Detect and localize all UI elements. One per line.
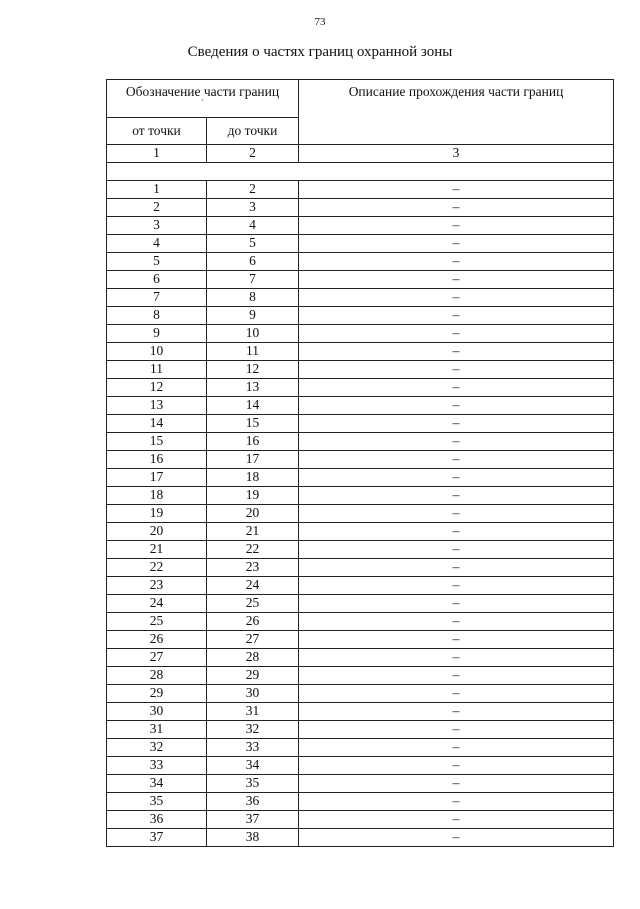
from-point-cell: 36 (107, 811, 207, 829)
from-point-cell: 16 (107, 451, 207, 469)
description-cell: – (299, 703, 614, 721)
description-cell: – (299, 433, 614, 451)
description-cell: – (299, 199, 614, 217)
to-point-cell: 30 (207, 685, 299, 703)
to-point-cell: 7 (207, 271, 299, 289)
from-point-cell: 31 (107, 721, 207, 739)
to-point-cell: 32 (207, 721, 299, 739)
from-point-cell: 9 (107, 325, 207, 343)
table-row (107, 595, 614, 613)
description-cell: – (299, 757, 614, 775)
table-row (107, 757, 614, 775)
to-point-cell: 12 (207, 361, 299, 379)
description-cell: – (299, 487, 614, 505)
table-row (107, 379, 614, 397)
from-point-cell: 34 (107, 775, 207, 793)
description-cell: – (299, 649, 614, 667)
description-cell: – (299, 793, 614, 811)
description-cell: – (299, 505, 614, 523)
to-point-cell: 26 (207, 613, 299, 631)
table-row (107, 217, 614, 235)
table-row (107, 415, 614, 433)
description-cell: – (299, 253, 614, 271)
header-mark: ` (200, 99, 205, 110)
to-point-cell: 27 (207, 631, 299, 649)
table-row (107, 181, 614, 199)
from-point-cell: 25 (107, 613, 207, 631)
description-cell: – (299, 559, 614, 577)
from-point-cell: 8 (107, 307, 207, 325)
description-cell: – (299, 613, 614, 631)
to-point-cell: 29 (207, 667, 299, 685)
to-point-cell: 2 (207, 181, 299, 199)
description-cell: – (299, 397, 614, 415)
description-cell: – (299, 343, 614, 361)
to-point-cell: 11 (207, 343, 299, 361)
table-row (107, 469, 614, 487)
from-point-cell: 32 (107, 739, 207, 757)
table-row (107, 433, 614, 451)
description-cell: – (299, 523, 614, 541)
to-point-cell: 38 (207, 829, 299, 847)
description-cell: – (299, 631, 614, 649)
description-cell: – (299, 217, 614, 235)
table-row (107, 667, 614, 685)
header-row-group (107, 80, 614, 118)
to-point-cell: 18 (207, 469, 299, 487)
to-point-cell: 4 (207, 217, 299, 235)
description-cell: – (299, 307, 614, 325)
table-row (107, 361, 614, 379)
to-point-cell: 23 (207, 559, 299, 577)
from-point-cell: 11 (107, 361, 207, 379)
column-number-2: 2 (207, 145, 299, 163)
to-point-cell: 16 (207, 433, 299, 451)
to-point-cell: 24 (207, 577, 299, 595)
table-row (107, 541, 614, 559)
from-point-cell: 37 (107, 829, 207, 847)
from-point-cell: 19 (107, 505, 207, 523)
table-row (107, 505, 614, 523)
from-point-cell: 26 (107, 631, 207, 649)
to-point-cell: 14 (207, 397, 299, 415)
table-row (107, 307, 614, 325)
table-row (107, 703, 614, 721)
from-point-cell: 20 (107, 523, 207, 541)
table-row (107, 235, 614, 253)
column-number-3: 3 (299, 145, 614, 163)
column-numbering-row (107, 145, 614, 163)
to-point-cell: 19 (207, 487, 299, 505)
to-point-cell: 25 (207, 595, 299, 613)
description-cell: – (299, 415, 614, 433)
from-point-cell: 5 (107, 253, 207, 271)
table-row (107, 451, 614, 469)
table-row (107, 775, 614, 793)
to-point-cell: 28 (207, 649, 299, 667)
table-row (107, 631, 614, 649)
table-row (107, 811, 614, 829)
empty-row (107, 163, 614, 181)
from-point-cell: 18 (107, 487, 207, 505)
table-row (107, 253, 614, 271)
to-point-cell: 35 (207, 775, 299, 793)
from-point-cell: 33 (107, 757, 207, 775)
table-row (107, 559, 614, 577)
table-row (107, 487, 614, 505)
description-cell: – (299, 685, 614, 703)
to-point-cell: 8 (207, 289, 299, 307)
description-cell: – (299, 181, 614, 199)
from-point-cell: 2 (107, 199, 207, 217)
from-point-cell: 21 (107, 541, 207, 559)
page-number: 73 (314, 16, 326, 28)
from-point-cell: 12 (107, 379, 207, 397)
from-point-cell: 3 (107, 217, 207, 235)
from-point-cell: 17 (107, 469, 207, 487)
to-point-cell: 6 (207, 253, 299, 271)
document-title: Сведения о частях границ охранной зоны (187, 44, 453, 60)
description-cell: – (299, 361, 614, 379)
from-point-cell: 14 (107, 415, 207, 433)
to-point-cell: 3 (207, 199, 299, 217)
to-point-cell: 22 (207, 541, 299, 559)
to-point-cell: 10 (207, 325, 299, 343)
to-point-cell: 31 (207, 703, 299, 721)
description-cell: – (299, 289, 614, 307)
description-cell: – (299, 379, 614, 397)
table-row (107, 793, 614, 811)
header-description: Описание прохождения части границ (299, 80, 614, 145)
table-row (107, 829, 614, 847)
description-cell: – (299, 595, 614, 613)
boundary-parts-table (106, 79, 614, 847)
from-point-cell: 29 (107, 685, 207, 703)
header-boundary-designation (107, 80, 299, 118)
table-row (107, 199, 614, 217)
description-cell: – (299, 829, 614, 847)
to-point-cell: 21 (207, 523, 299, 541)
table-row (107, 397, 614, 415)
table-row (107, 343, 614, 361)
from-point-cell: 15 (107, 433, 207, 451)
from-point-cell: 24 (107, 595, 207, 613)
table-row (107, 649, 614, 667)
to-point-cell: 37 (207, 811, 299, 829)
to-point-cell: 13 (207, 379, 299, 397)
table-row (107, 271, 614, 289)
table-row (107, 613, 614, 631)
description-cell: – (299, 811, 614, 829)
to-point-cell: 20 (207, 505, 299, 523)
to-point-cell: 17 (207, 451, 299, 469)
description-cell: – (299, 739, 614, 757)
table-row (107, 739, 614, 757)
description-cell: – (299, 667, 614, 685)
from-point-cell: 1 (107, 181, 207, 199)
to-point-cell: 33 (207, 739, 299, 757)
description-cell: – (299, 721, 614, 739)
description-cell: – (299, 577, 614, 595)
from-point-cell: 23 (107, 577, 207, 595)
description-cell: – (299, 451, 614, 469)
table-row (107, 325, 614, 343)
table-row (107, 289, 614, 307)
from-point-cell: 28 (107, 667, 207, 685)
to-point-cell: 5 (207, 235, 299, 253)
description-cell: – (299, 541, 614, 559)
from-point-cell: 13 (107, 397, 207, 415)
header-boundary-designation-label: Обозначение части границ (125, 84, 280, 99)
table-row (107, 523, 614, 541)
to-point-cell: 9 (207, 307, 299, 325)
from-point-cell: 6 (107, 271, 207, 289)
from-point-cell: 35 (107, 793, 207, 811)
to-point-cell: 34 (207, 757, 299, 775)
description-cell: – (299, 325, 614, 343)
from-point-cell: 30 (107, 703, 207, 721)
empty-cell (107, 163, 614, 181)
description-cell: – (299, 775, 614, 793)
description-cell: – (299, 271, 614, 289)
table-row (107, 685, 614, 703)
to-point-cell: 36 (207, 793, 299, 811)
from-point-cell: 7 (107, 289, 207, 307)
header-to-point: до точки (207, 118, 299, 145)
from-point-cell: 27 (107, 649, 207, 667)
from-point-cell: 4 (107, 235, 207, 253)
column-number-1: 1 (107, 145, 207, 163)
to-point-cell: 15 (207, 415, 299, 433)
header-from-point: от точки (107, 118, 207, 145)
table-row (107, 577, 614, 595)
from-point-cell: 10 (107, 343, 207, 361)
description-cell: – (299, 235, 614, 253)
from-point-cell: 22 (107, 559, 207, 577)
description-cell: – (299, 469, 614, 487)
table-row (107, 721, 614, 739)
